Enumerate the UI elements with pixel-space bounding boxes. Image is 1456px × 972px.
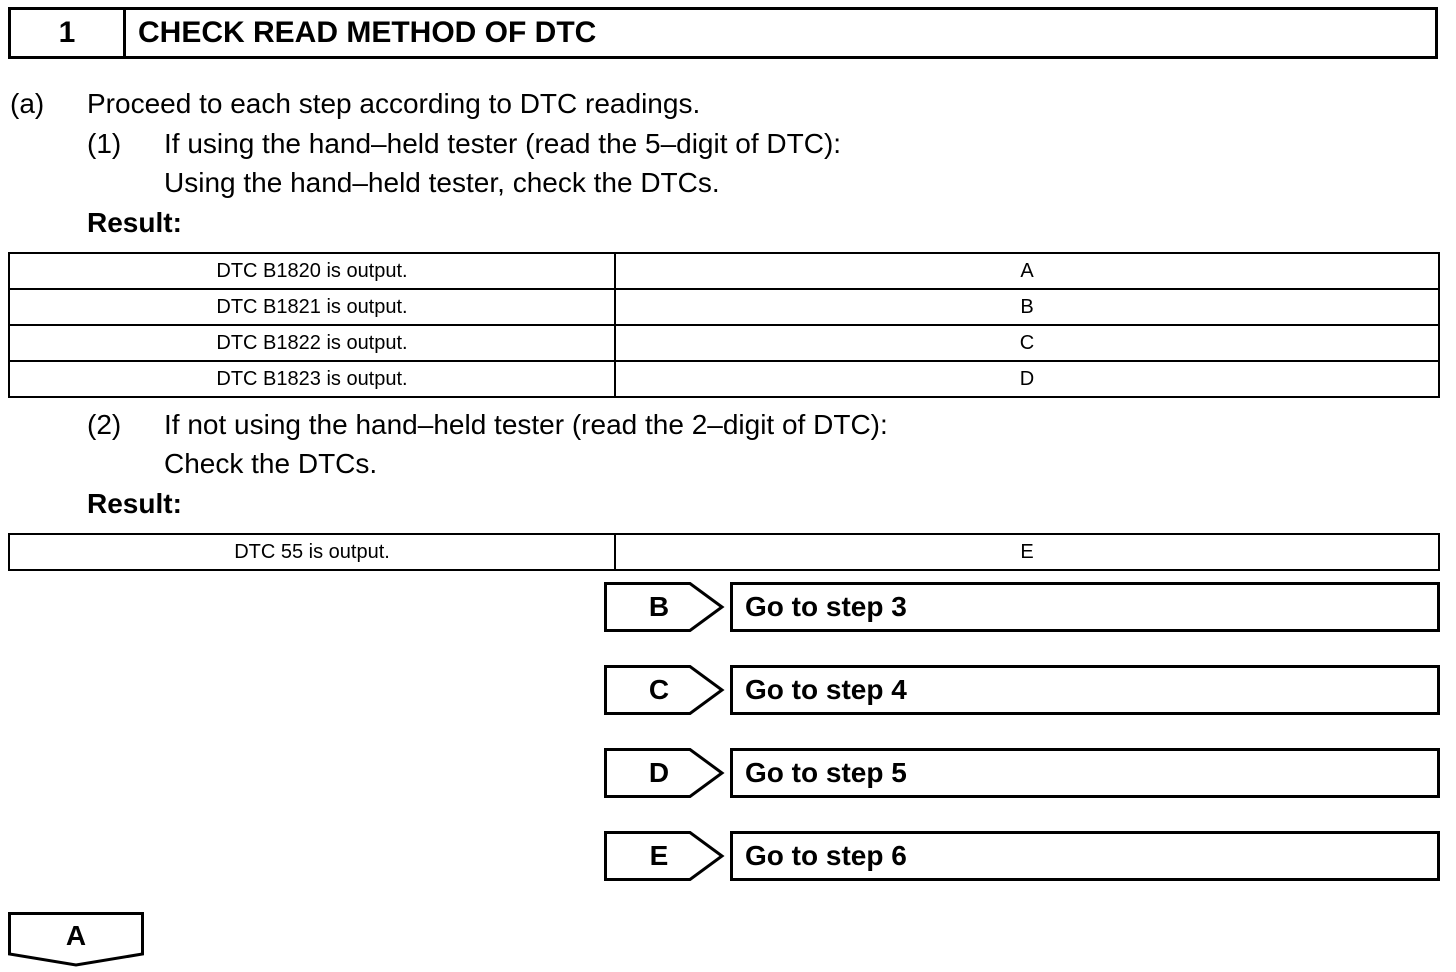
step-number: 1	[11, 10, 126, 56]
continue-tag-a[interactable]	[8, 912, 144, 968]
table-row	[9, 253, 1439, 289]
step-2-subtext: Check the DTCs.	[164, 448, 378, 479]
step-a-text: Proceed to each step according to DTC readings.	[87, 88, 701, 119]
code-cell: E	[615, 534, 1439, 570]
nav-letter: B	[648, 591, 670, 622]
nav-row-c[interactable]	[604, 665, 1440, 715]
go-to-step-4-button[interactable]: Go to step 4	[730, 665, 1440, 715]
continue-letter: A	[65, 920, 87, 951]
step-1-text: If using the hand–held tester (read the 5–digit of DTC):	[164, 128, 842, 159]
step-1-subtext: Using the hand–held tester, check the DTCs.	[164, 167, 720, 198]
code-cell: B	[615, 289, 1439, 325]
step-2-marker: (2)	[87, 409, 122, 440]
nav-row-b[interactable]	[604, 582, 1440, 632]
step-title: CHECK READ METHOD OF DTC	[138, 16, 597, 49]
table-row	[9, 325, 1439, 361]
step-header	[8, 7, 1438, 59]
step-a-marker: (a)	[10, 88, 45, 119]
condition-cell: DTC 55 is output.	[9, 534, 615, 570]
condition-cell: DTC B1823 is output.	[9, 361, 615, 397]
condition-cell: DTC B1822 is output.	[9, 325, 615, 361]
go-to-step-3-button[interactable]: Go to step 3	[730, 582, 1440, 632]
result-label-1: Result:	[87, 207, 182, 238]
condition-cell: DTC B1820 is output.	[9, 253, 615, 289]
go-to-step-5-button[interactable]: Go to step 5	[730, 748, 1440, 798]
result-label-2: Result:	[87, 488, 182, 519]
result-table-1	[8, 252, 1440, 398]
nav-row-e[interactable]	[604, 831, 1440, 881]
nav-row-d[interactable]	[604, 748, 1440, 798]
table-row	[9, 534, 1439, 570]
step-1-marker: (1)	[87, 128, 122, 159]
nav-letter: D	[648, 757, 670, 788]
code-cell: D	[615, 361, 1439, 397]
go-to-step-6-button[interactable]: Go to step 6	[730, 831, 1440, 881]
code-cell: C	[615, 325, 1439, 361]
step-2-text: If not using the hand–held tester (read the 2–digit of DTC):	[164, 409, 888, 440]
table-row	[9, 361, 1439, 397]
condition-cell: DTC B1821 is output.	[9, 289, 615, 325]
result-table-2	[8, 533, 1440, 571]
table-row	[9, 289, 1439, 325]
code-cell: A	[615, 253, 1439, 289]
nav-letter: C	[648, 674, 670, 705]
nav-letter: E	[649, 840, 669, 871]
